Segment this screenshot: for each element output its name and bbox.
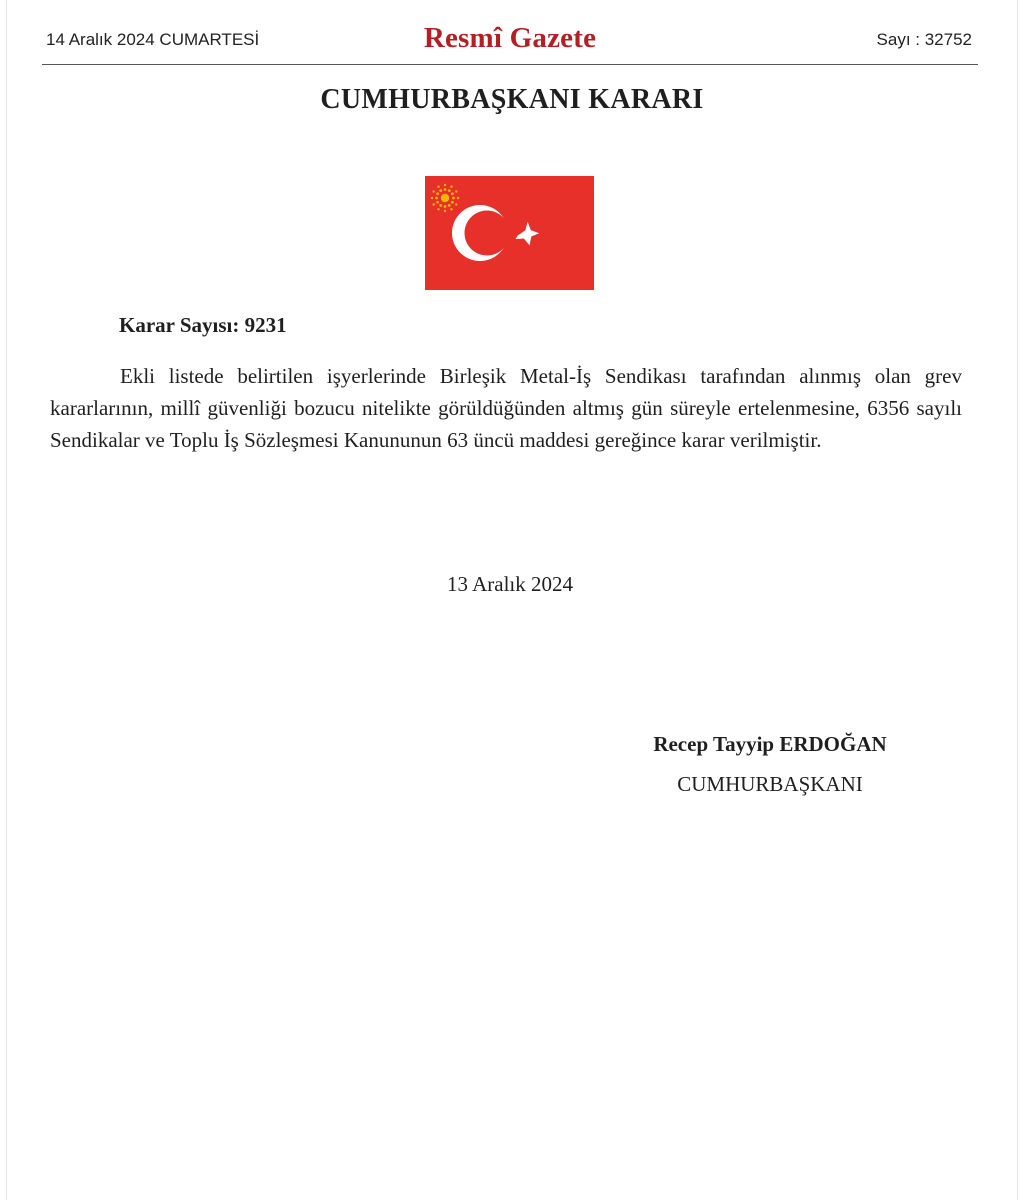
- decision-date: 13 Aralık 2024: [447, 572, 573, 596]
- decision-type-heading: CUMHURBAŞKANI KARARI: [320, 84, 704, 115]
- header-divider: [42, 64, 978, 65]
- page-edge-right: [1017, 0, 1018, 1200]
- publication-date: 14 Aralık 2024 CUMARTESİ: [46, 30, 260, 49]
- decision-body-text: Ekli listede belirtilen işyerlerinde Birleşik Metal-İş Sendikası tarafından alınmış olan grev kararlarının, millî güvenliği bozucu nitelikte görüldüğünden altmış gün süreyle ertelenmesine, 6356 sayılı Sendikalar ve Toplu İş Sözleşmesi Kanununun 63 üncü maddesi gereğince karar verilmiştir.: [50, 364, 962, 452]
- turkish-flag-icon: [425, 176, 594, 290]
- issue-number: Sayı : 32752: [876, 30, 972, 49]
- signatory-title: CUMHURBAŞKANI: [677, 772, 863, 796]
- gazette-title: Resmî Gazete: [423, 22, 597, 54]
- gazette-header: [42, 22, 978, 66]
- page-edge-left: [6, 0, 7, 1200]
- signatory-name: Recep Tayyip ERDOĞAN: [653, 732, 887, 756]
- decision-number: Karar Sayısı: 9231: [119, 313, 287, 337]
